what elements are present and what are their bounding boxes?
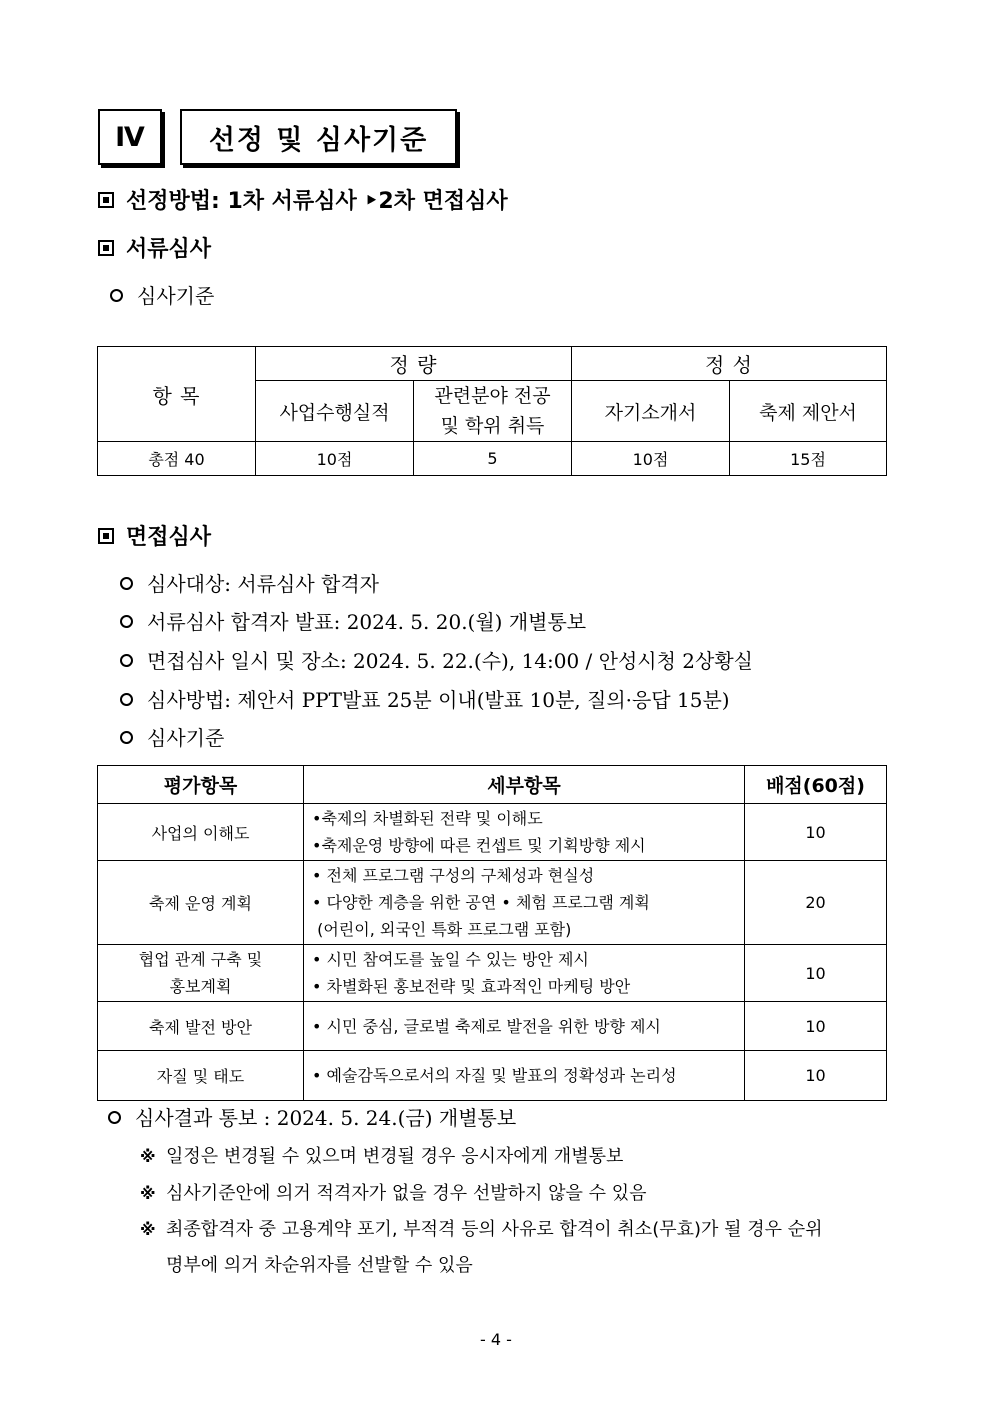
table-row: 축제 발전 방안 • 시민 중심, 글로벌 축제로 발전을 위한 방향 제시 10 <box>98 1002 887 1051</box>
interview-bullet: 심사기준 <box>120 722 224 751</box>
chapter-title-box <box>180 109 457 165</box>
note-item: ※ 일정은 변경될 수 있으며 변경될 경우 응시자에게 개별통보 <box>140 1146 624 1167</box>
chapter-title: 선정 및 심사기준 <box>208 124 429 156</box>
square-bullet-icon <box>98 528 114 544</box>
col-self-intro: 자기소개서 <box>572 381 730 442</box>
table-header-item: 항 목 <box>98 347 256 442</box>
selection-method-heading <box>98 184 508 215</box>
table-row: 축제 운영 계획 • 전체 프로그램 구성의 구체성과 현실성 • 다양한 계층을 위한 공연 • 체험 프로그램 계획 (어린이, 외국인 특화 프로그램 포함) 20 <box>98 861 887 945</box>
doc-criteria-label: 심사기준 <box>110 280 214 309</box>
note-item: ※ 최종합격자 중 고용계약 포기, 부적격 등의 사유로 합격이 취소(무효)가 될 경우 순위 <box>140 1219 823 1240</box>
interview-bullet: 서류심사 합격자 발표: 2024. 5. 20.(월) 개별통보 <box>120 606 586 635</box>
note-item-continued: 명부에 의거 차순위자를 선발할 수 있음 <box>166 1255 473 1276</box>
col-business-record: 사업수행실적 <box>256 381 414 442</box>
interview-heading-text: 면접심사 <box>126 525 212 550</box>
square-bullet-icon <box>98 240 114 256</box>
interview-bullet: 면접심사 일시 및 장소: 2024. 5. 22.(수), 14:00 / 안성시청 2상황실 <box>120 645 753 674</box>
header-detail-item: 세부항목 <box>304 766 745 804</box>
col-major-degree: 관련분야 전공 및 학위 취득 <box>414 381 572 442</box>
table-row: 총점 40 10점 5 10점 15점 <box>98 442 887 476</box>
interview-bullet: 심사대상: 서류심사 합격자 <box>120 568 379 597</box>
doc-review-heading <box>98 232 211 263</box>
header-score: 배점(60점) <box>745 766 887 804</box>
circle-bullet-icon <box>108 1111 121 1124</box>
doc-review-criteria-table <box>97 346 887 476</box>
square-bullet-icon <box>98 192 114 208</box>
header-eval-item: 평가항목 <box>98 766 304 804</box>
col-festival-proposal: 축제 제안서 <box>730 381 887 442</box>
reference-mark-icon: ※ <box>140 1184 156 1203</box>
page-number: - 4 - <box>480 1330 512 1349</box>
circle-bullet-icon <box>120 577 133 590</box>
circle-bullet-icon <box>120 615 133 628</box>
note-item: ※ 심사기준안에 의거 적격자가 없을 경우 선발하지 않을 수 있음 <box>140 1183 647 1204</box>
selection-method-text: 선정방법: 1차 서류심사 ‣2차 면접심사 <box>126 189 508 214</box>
table-row: 자질 및 태도 • 예술감독으로서의 자질 및 발표의 정확성과 논리성 10 <box>98 1051 887 1101</box>
interview-criteria-table <box>97 765 887 1101</box>
table-header-quantitative: 정 량 <box>256 347 572 381</box>
circle-bullet-icon <box>110 289 123 302</box>
chapter-number: Ⅳ <box>115 121 145 153</box>
circle-bullet-icon <box>120 693 133 706</box>
doc-review-heading-text: 서류심사 <box>126 237 212 262</box>
interview-bullet: 심사방법: 제안서 PPT발표 25분 이내(발표 10분, 질의·응답 15분) <box>120 684 730 713</box>
result-notice: 심사결과 통보 : 2024. 5. 24.(금) 개별통보 <box>108 1102 516 1131</box>
reference-mark-icon: ※ <box>140 1220 156 1239</box>
table-row: 협업 관계 구축 및 홍보계획 • 시민 참여도를 높일 수 있는 방안 제시 • 차별화된 홍보전략 및 효과적인 마케팅 방안 10 <box>98 945 887 1002</box>
reference-mark-icon: ※ <box>140 1147 156 1166</box>
chapter-number-box <box>98 109 162 165</box>
circle-bullet-icon <box>120 654 133 667</box>
circle-bullet-icon <box>120 731 133 744</box>
interview-heading <box>98 520 211 551</box>
table-header-qualitative: 정 성 <box>572 347 887 381</box>
table-row: 사업의 이해도 •축제의 차별화된 전략 및 이해도 •축제운영 방향에 따른 컨셉트 및 기획방향 제시 10 <box>98 804 887 861</box>
